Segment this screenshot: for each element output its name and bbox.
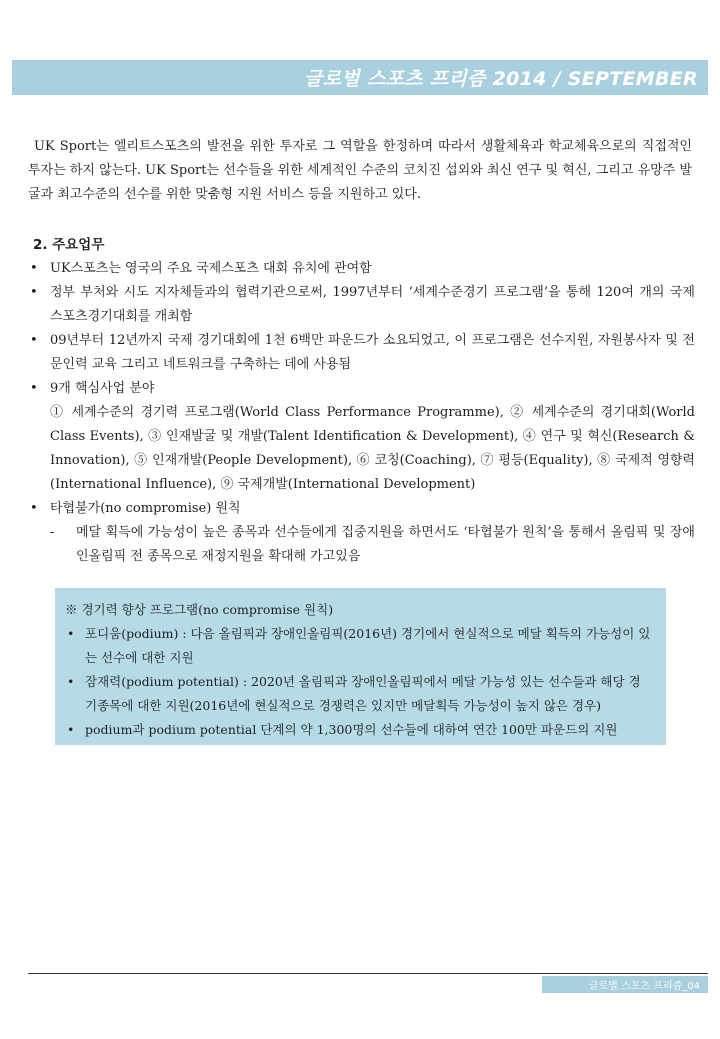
list-item-text: 09년부터 12년까지 국제 경기대회에 1천 6백만 파운드가 소요되었고, 이 프로그램은 선수지원, 자원봉사자 및 전문인력 교육 그리고 네트워크를 구축하는 데에 사용됨 xyxy=(50,333,695,372)
main-duties-list xyxy=(30,257,695,569)
header-banner xyxy=(12,60,708,95)
list-item-text: 정부 부처와 시도 지자체들과의 협력기관으로써, 1997년부터 ‘세계수준경기 프로그램’을 통해 120여 개의 국제 스포츠경기대회를 개최함 xyxy=(50,285,695,324)
bullet-icon: • xyxy=(30,261,38,276)
list-item xyxy=(30,281,695,329)
bullet-icon: • xyxy=(30,501,38,516)
list-item xyxy=(65,670,652,718)
bullet-icon: • xyxy=(67,722,75,737)
bullet-icon: • xyxy=(67,674,75,689)
list-item xyxy=(30,377,695,497)
info-box-title: ※ 경기력 향상 프로그램(no compromise 원칙) xyxy=(65,602,334,617)
no-compromise-detail-text: 메달 획득에 가능성이 높은 종목과 선수들에게 집중지원을 하면서도 ‘타협불가 원칙’을 통해서 올림픽 및 장애인올림픽 전 종목으로 재정지원을 확대해 가고있음 xyxy=(76,525,695,564)
footer-divider xyxy=(28,973,708,974)
info-box-list xyxy=(65,622,652,742)
list-item-text: 포디움(podium) : 다음 올림픽과 장애인올림픽(2016년) 경기에서 현실적으로 메달 획득의 가능성이 있는 선수에 대한 지원 xyxy=(85,626,651,665)
list-item xyxy=(65,622,652,670)
list-item-text: podium과 podium potential 단계의 약 1,300명의 선수들에 대하여 연간 100만 파운드의 지원 xyxy=(85,722,618,737)
list-item-text: 타협불가(no compromise) 원칙 xyxy=(50,501,241,516)
list-item xyxy=(65,718,652,742)
list-item-text: UK스포츠는 영국의 주요 국제스포츠 대회 유치에 관여함 xyxy=(50,261,372,276)
footer-page-label: 글로벌 스포츠 프리즘_04 xyxy=(588,981,700,992)
core-areas-detail: ① 세계수준의 경기력 프로그램(World Class Performance Programme), ② 세계수준의 경기대회(World Class Events), ③ 인재발굴 및 개발(Talent Identification & Development), ④ 연구 및 혁신(Research & Innovation), ⑤ 인재개발(People Development), ⑥ 코칭(Coaching), ⑦ 평등(Equality), ⑧ 국제적 영향력(International Influence), ⑨ 국제개발(International Development) xyxy=(50,405,695,492)
bullet-icon: • xyxy=(30,285,38,300)
list-item xyxy=(30,257,695,281)
list-item-text: 9개 핵심사업 분야 xyxy=(50,381,155,396)
section-heading: 2. 주요업무 xyxy=(33,237,105,253)
no-compromise-detail xyxy=(50,521,695,569)
performance-program-box xyxy=(55,588,666,745)
list-item-text: 잠재력(podium potential) : 2020년 올림픽과 장애인올림픽에서 메달 가능성 있는 선수들과 해당 경기종목에 대한 지원(2016년에 현실적으로 경쟁력은 있지만 메달획득 가능성이 높지 않은 경우) xyxy=(85,674,641,713)
footer-page-tag xyxy=(542,976,708,993)
bullet-icon: • xyxy=(30,333,38,348)
bullet-icon: • xyxy=(67,626,75,641)
bullet-icon: • xyxy=(30,381,38,396)
list-item xyxy=(30,497,695,569)
dash-icon: - xyxy=(50,525,55,540)
publication-title: 글로벌 스포츠 프리즘 2014 / SEPTEMBER xyxy=(303,68,698,90)
intro-paragraph: UK Sport는 엘리트스포츠의 발전을 위한 투자로 그 역할을 한정하며 따라서 생활체육과 학교체육으로의 직접적인 투자는 하지 않는다. UK Sport는 선수들을 위한 세계적인 수준의 코치진 섭외와 최신 연구 및 혁신, 그리고 유망주 발굴과 최고수준의 선수를 위한 맞춤형 지원 서비스 등을 지원하고 있다. xyxy=(28,139,692,202)
list-item xyxy=(30,329,695,377)
